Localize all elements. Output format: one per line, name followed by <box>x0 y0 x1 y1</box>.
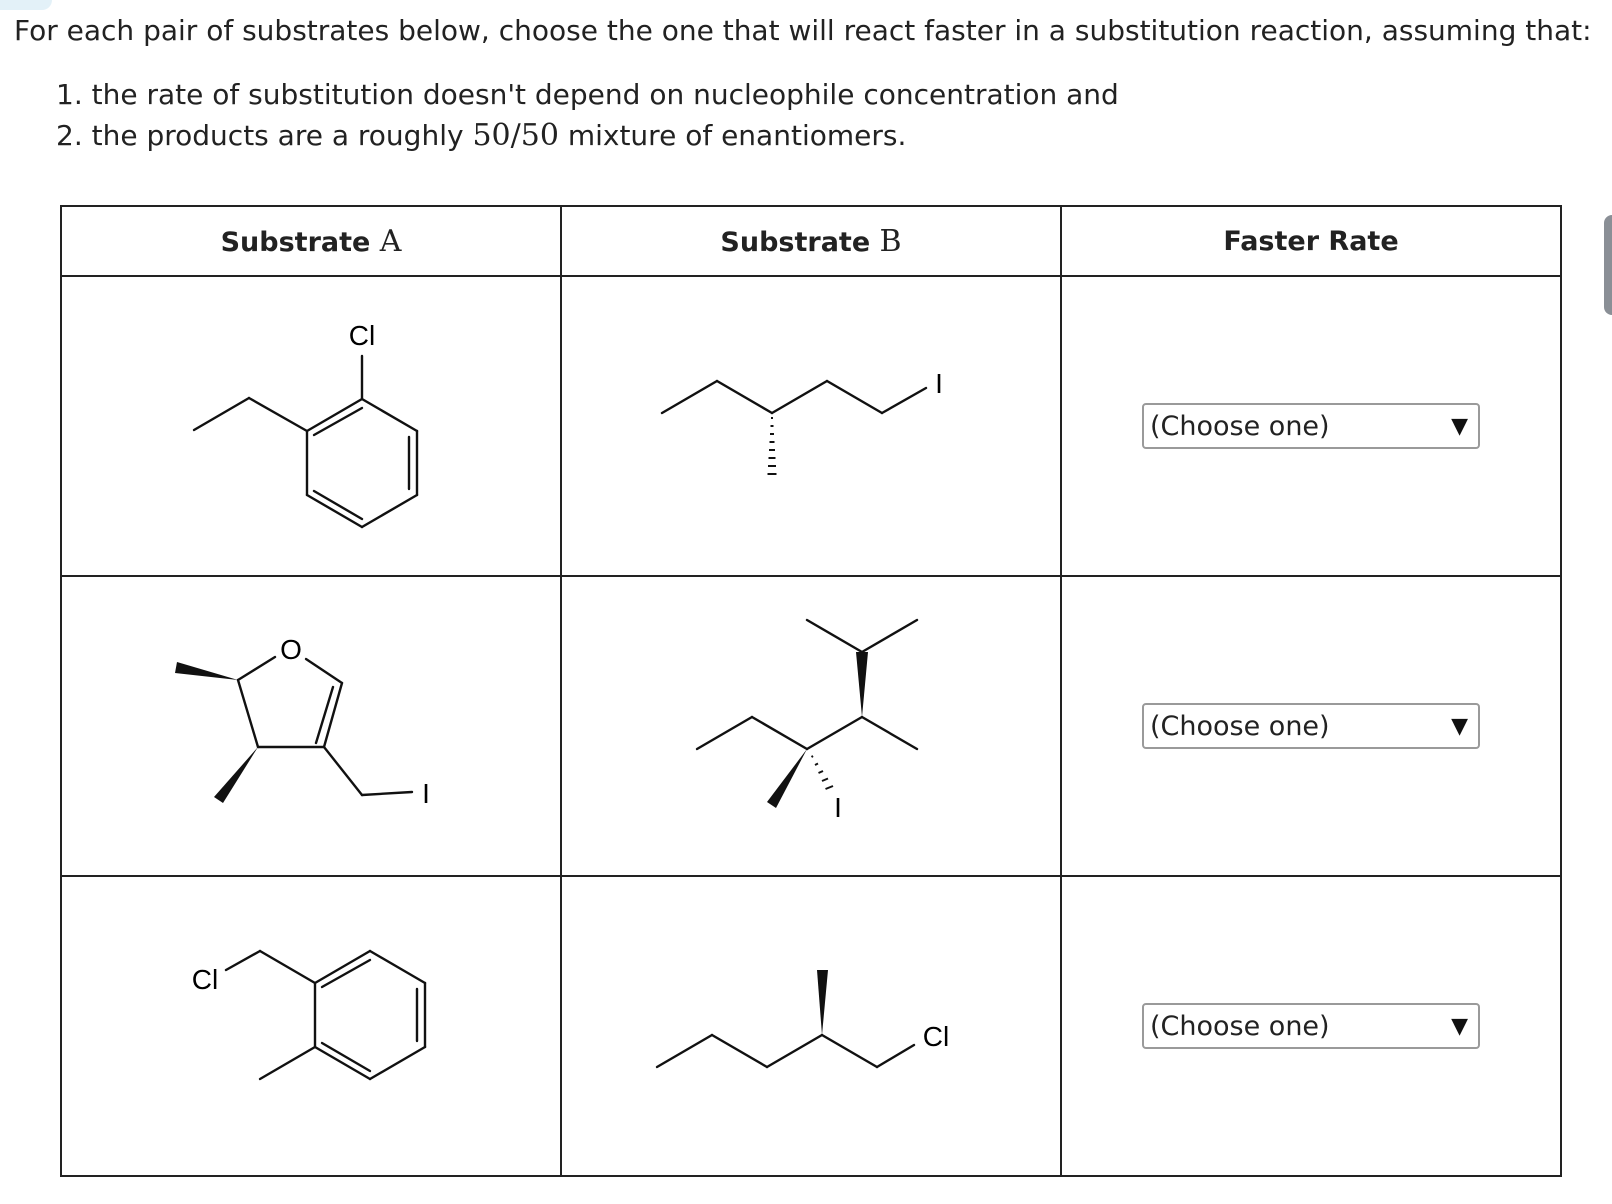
table-header-row <box>61 206 1561 276</box>
molecule-a2 <box>62 577 560 875</box>
condition-text: mixture of enantiomers. <box>558 119 907 152</box>
table-row <box>61 876 1561 1176</box>
faster-rate-select[interactable] <box>1142 703 1480 749</box>
condition-number: 1. <box>56 78 83 111</box>
triangle-down-icon: ▼ <box>1451 1013 1468 1039</box>
select-value: (Choose one) <box>1150 1010 1330 1042</box>
header-substrate-a: Substrate A <box>61 206 561 276</box>
header-substrate-b: Substrate B <box>561 206 1061 276</box>
condition-text: the rate of substitution doesn't depend on nucleophile concentration and <box>91 78 1119 111</box>
atom-label: Cl <box>922 1021 950 1052</box>
atom-label: I <box>422 778 430 809</box>
atom-label: Cl <box>191 964 219 995</box>
header-faster-rate: Faster Rate <box>1061 206 1561 276</box>
triangle-down-icon: ▼ <box>1451 413 1468 439</box>
select-value: (Choose one) <box>1150 710 1330 742</box>
answer-cell <box>1061 276 1561 576</box>
question-prompt: For each pair of substrates below, choose the one that will react faster in a substitution reaction, assuming that: <box>14 14 1592 47</box>
atom-label: I <box>935 368 943 399</box>
substrate-b-structure <box>561 576 1061 876</box>
substrate-a-structure <box>61 276 561 576</box>
molecule-b1 <box>562 277 1060 575</box>
corner-tab <box>0 0 52 10</box>
condition-item <box>56 74 1119 115</box>
substrate-a-structure <box>61 576 561 876</box>
answer-cell <box>1061 876 1561 1176</box>
condition-text: the products are a roughly <box>91 119 473 152</box>
faster-rate-select[interactable] <box>1142 1003 1480 1049</box>
molecule-a3 <box>62 877 560 1175</box>
molecule-b3 <box>562 877 1060 1175</box>
atom-label: O <box>280 634 302 665</box>
answer-cell <box>1061 576 1561 876</box>
substrate-a-structure <box>61 876 561 1176</box>
substrate-table <box>60 205 1562 1177</box>
ratio-math: 50/50 <box>472 118 559 153</box>
triangle-down-icon: ▼ <box>1451 713 1468 739</box>
conditions-list <box>56 74 1119 156</box>
atom-label: I <box>834 792 842 823</box>
condition-number: 2. <box>56 119 83 152</box>
molecule-a1 <box>62 277 560 575</box>
faster-rate-select[interactable] <box>1142 403 1480 449</box>
table-row <box>61 576 1561 876</box>
condition-item <box>56 115 1119 156</box>
substrate-b-structure <box>561 276 1061 576</box>
side-scroll-handle[interactable] <box>1604 215 1612 315</box>
select-value: (Choose one) <box>1150 410 1330 442</box>
molecule-b2 <box>562 577 1060 875</box>
atom-label: Cl <box>348 320 376 351</box>
table-row <box>61 276 1561 576</box>
substrate-b-structure <box>561 876 1061 1176</box>
